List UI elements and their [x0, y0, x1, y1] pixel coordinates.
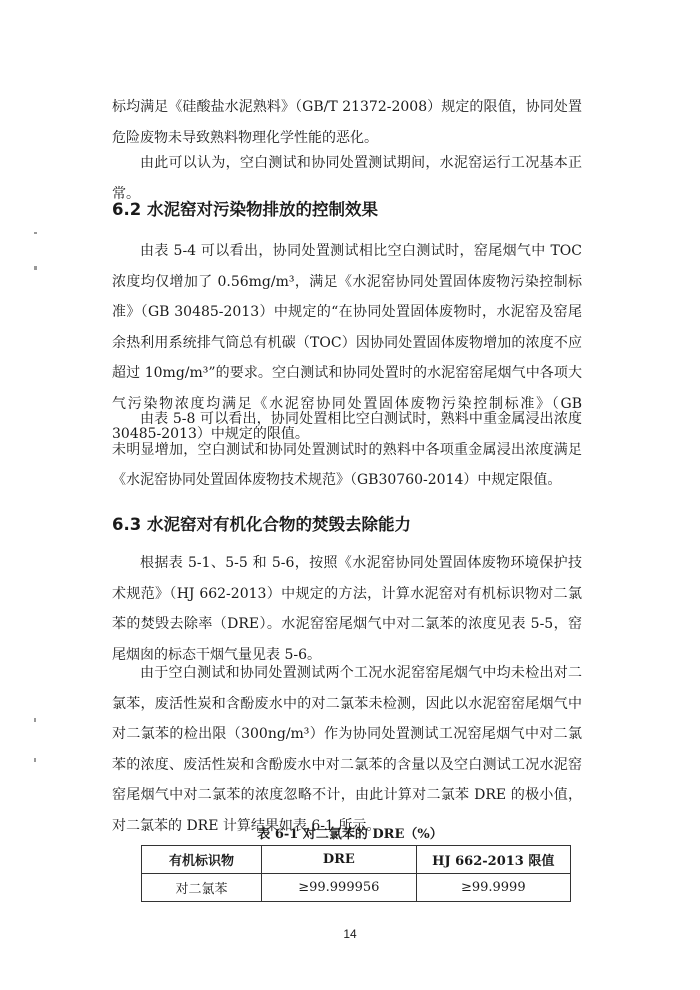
table-header-cell: HJ 662-2013 限值	[416, 846, 570, 874]
table-cell: ≥99.999956	[262, 874, 416, 902]
paragraph-clinker-standard: 标均满足《硅酸盐水泥熟料》（GB/T 21372-2008）规定的限值，协同处置危险废物未导致熟料物理化学性能的恶化。	[112, 99, 582, 146]
dre-table	[141, 845, 571, 902]
page-number: 14	[343, 927, 357, 941]
section-heading-6-2: 6.2 水泥窑对污染物排放的控制效果	[112, 200, 378, 219]
scan-mark	[34, 758, 36, 762]
table-row	[142, 874, 571, 902]
table-caption: 表 6-1 对二氯苯的 DRE（%）	[257, 827, 443, 842]
paragraph-toc-emission: 由表 5-4 可以看出，协同处置测试相比空白测试时，窑尾烟气中 TOC 浓度均仅增加了 0.56mg/m³，满足《水泥窑协同处置固体废物污染控制标准》（GB 30485-2013）中规定的“在协同处置固体废物时，水泥窑及窑尾余热利用系统排气筒总有机碳（TOC）因协同处置固体废物增加的浓度不应超过 10mg/m³”的要求。空白测试和协同处置时的水泥窑窑尾烟气中各项大气污染物浓度均满足《水泥窑协同处置固体废物污染控制标准》（GB 30485-2013）中规定的限值。	[112, 243, 582, 442]
scan-mark	[34, 718, 36, 722]
table-header-cell: 有机标识物	[142, 846, 262, 874]
section-heading-6-3: 6.3 水泥窑对有机化合物的焚毁去除能力	[112, 515, 411, 534]
table-cell: ≥99.9999	[416, 874, 570, 902]
scan-mark	[34, 266, 37, 270]
table-header-row	[142, 846, 571, 874]
table-header-cell: DRE	[262, 846, 416, 874]
paragraph-dre-method: 根据表 5-1、5-5 和 5-6，按照《水泥窑协同处置固体废物环境保护技术规范》（HJ 662-2013）中规定的方法，计算水泥窑对有机标识物对二氯苯的焚毁去除率（DRE）。水泥窑窑尾烟气中对二氯苯的浓度见表 5-5，窑尾烟囱的标态干烟气量见表 5-6。	[112, 555, 582, 663]
paragraph-dre-calculation: 由于空白测试和协同处置测试两个工况水泥窑窑尾烟气中均未检出对二氯苯，废活性炭和含酚废水中的对二氯苯未检测，因此以水泥窑窑尾烟气中对二氯苯的检出限（300ng/m³）作为协同处置测试工况窑尾烟气中对二氯苯的浓度、废活性炭和含酚废水中对二氯苯的含量以及空白测试工况水泥窑窑尾烟气中对二氯苯的浓度忽略不计，由此计算对二氯苯 DRE 的极小值，对二氯苯的 DRE 计算结果如表 6-1 所示。	[112, 665, 582, 834]
paragraph-normal-operation: 由此可以认为，空白测试和协同处置测试期间，水泥窑运行工况基本正常。	[112, 155, 582, 202]
table-cell: 对二氯苯	[142, 874, 262, 902]
paragraph-heavy-metal: 由表 5-8 可以看出，协同处置相比空白测试时，熟料中重金属浸出浓度未明显增加，空白测试和协同处置测试时的熟料中各项重金属浸出浓度满足《水泥窑协同处置固体废物技术规范》（GB30760-2014）中规定限值。	[112, 411, 582, 488]
scan-mark	[34, 232, 37, 234]
